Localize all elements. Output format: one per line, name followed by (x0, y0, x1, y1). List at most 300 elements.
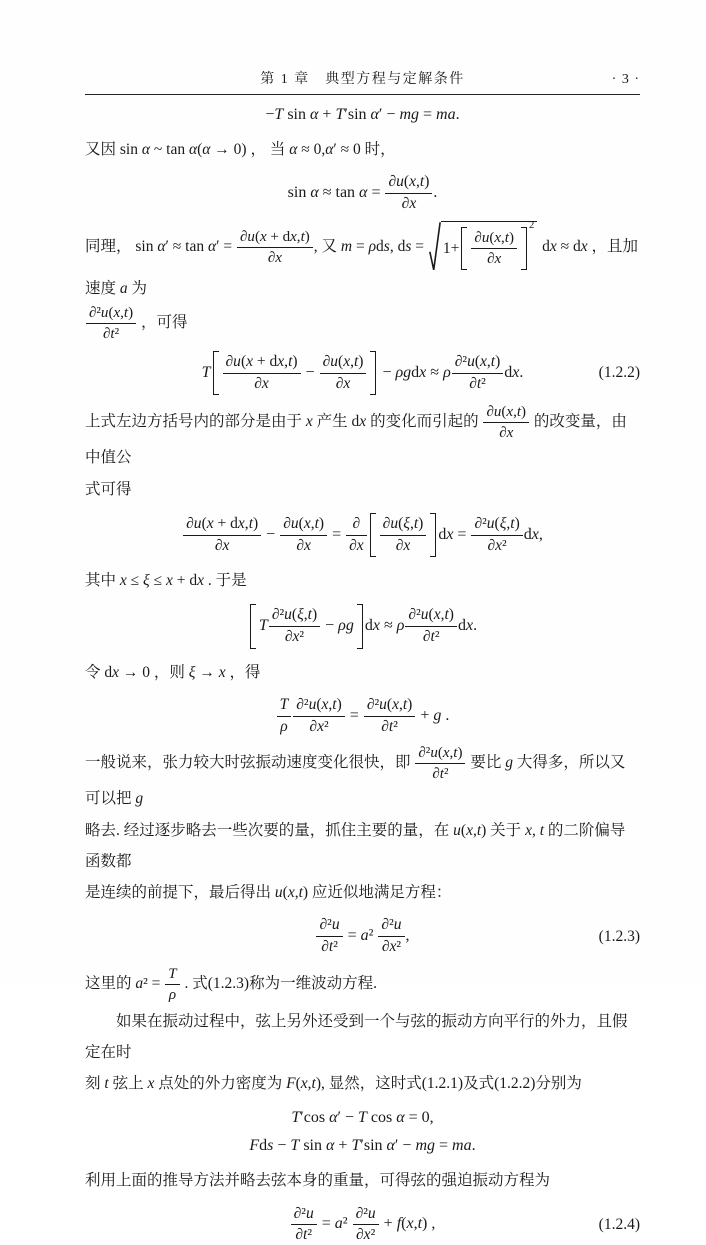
math-variable: x (480, 353, 487, 371)
superscript: 2 (528, 220, 535, 232)
math-variable: α (310, 106, 319, 123)
math-variable: u (481, 229, 490, 246)
math-variable: x (305, 413, 313, 431)
math-variable: ρ (280, 717, 288, 735)
math-variable: ρ (338, 617, 346, 635)
math-text: ∂²u (293, 1204, 314, 1222)
equation-body (248, 606, 478, 646)
math-variable: x (389, 938, 397, 956)
math-variable: x (409, 173, 416, 191)
math-variable: α (141, 140, 150, 158)
fraction-denominator (165, 984, 179, 1004)
math-variable: x (218, 663, 226, 681)
fraction-numerator (364, 696, 416, 716)
math-fraction (280, 515, 327, 555)
math-fraction (471, 515, 522, 555)
math-text: ∂²u(ξ,t) (271, 606, 318, 624)
math-variable: t (430, 628, 435, 646)
math-variable: ξ (188, 663, 196, 681)
math-variable: x (222, 536, 230, 554)
math-variable: s (383, 237, 390, 255)
fraction-denominator (452, 373, 504, 394)
math-variable: u (390, 514, 399, 532)
math-variable: u (305, 1204, 314, 1222)
left-bracket (213, 351, 219, 395)
math-variable: t (413, 514, 419, 532)
math-variable: u (420, 606, 429, 624)
math-bracket-group (250, 604, 363, 648)
math-variable: t (328, 938, 334, 956)
math-text: − ρgdx ≈ ρ (378, 363, 451, 381)
math-variable: x (112, 663, 120, 681)
math-variable: t (303, 1226, 308, 1244)
math-variable: x (277, 353, 285, 371)
math-variable: T (279, 696, 289, 713)
math-variable: t (388, 717, 394, 735)
fraction-numerator (483, 403, 529, 422)
fraction-denominator (320, 373, 367, 394)
right-bracket (370, 351, 376, 395)
left-bracket (250, 604, 256, 648)
paragraph (85, 1165, 640, 1196)
math-variable: x (246, 353, 253, 371)
math-variable: m (452, 1137, 464, 1155)
page-content (85, 105, 640, 1245)
math-variable: T (351, 1137, 361, 1155)
paragraph-text (85, 965, 377, 1003)
equation-body (290, 1204, 436, 1244)
math-fraction (471, 229, 517, 268)
math-text: dx ≈ ρ (364, 617, 405, 635)
math-text: ∂u(x,t) (486, 404, 527, 421)
fraction-denominator (316, 936, 342, 957)
fraction-denominator (405, 626, 457, 647)
fraction-denominator (277, 716, 292, 737)
math-variable: x (343, 353, 351, 371)
math-variable: α (370, 106, 379, 123)
math-text: ∂²u (381, 916, 402, 934)
math-variable: x (372, 617, 380, 635)
math-variable: α (289, 140, 298, 158)
math-variable: u (379, 696, 387, 713)
math-variable: T (274, 106, 284, 123)
bracket-content (221, 351, 369, 395)
math-variable: t (490, 353, 496, 371)
math-variable: g (427, 1137, 436, 1155)
math-variable: x (359, 413, 367, 431)
fraction-denominator (269, 626, 320, 647)
fraction-numerator (385, 173, 432, 193)
math-fraction (385, 173, 432, 213)
math-text: 一般说来，张力较大时弦振动速度变化很快，即 (85, 754, 415, 772)
math-text: sin α ≈ tan α = (287, 183, 385, 201)
math-text: 这里的 a² = (85, 974, 165, 992)
math-variable: ξ (499, 514, 507, 532)
paragraph-text (85, 141, 396, 158)
math-text: ∂x² (356, 1226, 376, 1244)
math-variable: t (104, 1075, 109, 1093)
math-variable: t (504, 229, 509, 246)
math-variable: x (292, 628, 300, 646)
paragraph (85, 134, 640, 165)
math-fraction (223, 353, 301, 393)
math-fraction (415, 744, 465, 783)
math-variable: u (233, 353, 241, 371)
math-fraction (277, 696, 292, 736)
math-text: ∂x (214, 536, 230, 554)
equation-body (291, 1109, 433, 1126)
math-text: ∂t² (295, 1226, 312, 1244)
math-variable: x (446, 525, 454, 543)
math-text: ∂u(x,t) (388, 173, 430, 191)
math-variable: x (237, 514, 245, 532)
math-variable: ρ (168, 986, 177, 1003)
fraction-denominator (86, 323, 136, 343)
math-fraction (378, 916, 404, 956)
math-variable: x (409, 194, 417, 212)
fraction-denominator (183, 535, 261, 556)
math-variable: T (290, 1137, 300, 1155)
math-variable: t (110, 326, 115, 343)
math-text (202, 364, 211, 381)
math-variable: g (345, 617, 354, 635)
right-bracket (357, 604, 363, 648)
paragraph (85, 221, 640, 343)
fraction-numerator (237, 228, 313, 247)
fraction-denominator (483, 422, 529, 442)
math-text: ∂²u(x,t) (408, 606, 454, 624)
math-bracket-group (461, 227, 527, 270)
math-text: + g . (416, 706, 450, 724)
math-text: 刻 t 弦上 x 点处的外力密度为 F(x,t), 显然，这时式(1.2.1)及式(1.2.2)分别为 (85, 1075, 582, 1093)
math-text: ∂²u (319, 916, 340, 934)
math-text: ∂²u (355, 1204, 376, 1222)
paragraph-text (85, 664, 260, 681)
math-text: ∂x² (381, 938, 402, 956)
right-bracket (430, 513, 436, 557)
math-variable: u (330, 353, 339, 371)
page-header (85, 70, 640, 90)
math-text: − (262, 525, 280, 543)
math-text: ∂x (296, 536, 311, 554)
fraction-numerator (277, 696, 292, 716)
math-text: = a² (317, 1215, 352, 1233)
math-text: ∂²u(x,t) (89, 305, 134, 322)
math-variable: α (329, 1108, 338, 1126)
math-variable: x (392, 696, 399, 713)
math-variable: T (291, 1108, 301, 1126)
fraction-numerator (415, 744, 465, 763)
math-variable: u (493, 404, 502, 421)
math-text: . (433, 183, 438, 201)
display-equation (85, 351, 640, 395)
math-text: ∂x (487, 251, 502, 268)
page-number: · 3 · (611, 72, 640, 87)
math-variable: x (506, 425, 514, 442)
math-variable: x (433, 606, 441, 624)
equation-number: (1.2.3) (598, 927, 640, 945)
math-variable: u (467, 353, 475, 371)
fraction-numerator (346, 515, 367, 535)
paragraph-text (85, 572, 247, 589)
math-variable: α (386, 1137, 395, 1155)
math-variable: u (193, 514, 202, 532)
math-variable: t (453, 745, 458, 762)
math-variable: x (303, 514, 311, 532)
math-variable: m (415, 1137, 428, 1155)
math-variable: x (442, 745, 450, 762)
math-fraction (405, 606, 457, 646)
math-variable: t (248, 514, 253, 532)
math-variable: t (311, 1075, 316, 1093)
math-text: = (345, 706, 363, 724)
fraction-denominator (364, 716, 416, 737)
math-text: ∂ (352, 514, 361, 532)
math-variable: g (403, 363, 412, 381)
math-fraction (380, 515, 427, 555)
fraction-numerator (378, 916, 404, 936)
math-variable: t (417, 1215, 423, 1233)
math-variable: a (447, 106, 456, 123)
math-text: 利用上面的推导方法并略去弦本身的重量，可得弦的强迫振动方程为 (85, 1172, 551, 1190)
math-variable: x (275, 249, 282, 266)
math-variable: x (506, 404, 514, 421)
math-variable: t (332, 696, 337, 713)
math-variable: ρ (368, 237, 377, 255)
math-variable: x (259, 228, 267, 245)
math-variable: x (113, 305, 121, 322)
math-variable: t (353, 353, 359, 371)
math-fraction (165, 965, 179, 1004)
math-text: ∂²u(x,t) (418, 745, 463, 762)
math-variable: x (495, 536, 503, 554)
math-text (280, 696, 289, 713)
math-variable: t (307, 606, 312, 624)
math-variable: u (100, 305, 109, 322)
paragraph (85, 403, 640, 505)
math-variable: x (321, 696, 329, 713)
running-head-chapter-title: 第 1 章 典型方程与定解条件 (260, 72, 465, 87)
fraction-numerator (183, 515, 261, 535)
math-bracket-group (213, 351, 377, 395)
math-text: ∂x² (284, 628, 305, 646)
math-variable: m (436, 106, 448, 123)
math-variable: u (486, 514, 495, 532)
paragraph-text (85, 1013, 628, 1093)
math-variable: a (135, 974, 144, 992)
fraction-numerator (165, 965, 179, 984)
math-variable: ξ (403, 514, 410, 532)
math-text: Fds − T sin α + T′sin α′ − mg = ma. (249, 1137, 476, 1155)
math-text: + f(x,t) , (379, 1215, 436, 1233)
paragraph-text (85, 1172, 550, 1189)
math-text: ∂²u(ξ,t) (474, 514, 520, 532)
math-variable: u (284, 606, 292, 624)
math-variable: u (331, 916, 340, 934)
math-fraction (483, 403, 529, 442)
math-variable: α (359, 183, 368, 201)
math-text: ∂t² (381, 717, 398, 735)
math-variable: T (201, 363, 211, 381)
math-text: ∂²u(x,t) (366, 696, 413, 713)
math-variable: t (123, 305, 129, 322)
math-variable: u (396, 173, 404, 191)
math-variable: x (494, 251, 502, 268)
equation-number: (1.2.2) (598, 364, 640, 382)
math-text: ∂x (267, 249, 282, 266)
math-variable: t (539, 821, 545, 839)
math-variable: ξ (297, 606, 304, 624)
display-equation (85, 513, 640, 557)
math-variable: t (439, 766, 444, 783)
math-variable: u (367, 1204, 376, 1222)
math-fraction (237, 228, 313, 267)
math-variable: x (406, 1215, 414, 1233)
math-variable: u (308, 696, 317, 713)
math-text: ∂u(ξ,t) (382, 514, 424, 532)
math-variable: α (326, 1137, 335, 1155)
math-variable: α (188, 140, 198, 158)
math-variable: g (135, 790, 144, 808)
math-text: dx. (457, 617, 478, 635)
math-variable: x (197, 572, 204, 590)
math-variable: α (202, 140, 211, 158)
math-text: dx. (504, 363, 524, 381)
fraction-numerator (316, 916, 342, 936)
math-variable: t (444, 606, 449, 624)
fraction-numerator (86, 304, 136, 323)
equation-number: (1.2.4) (598, 1215, 640, 1233)
math-text: ∂x (335, 374, 351, 392)
paragraph (85, 565, 640, 596)
fraction-numerator (293, 696, 345, 716)
math-fraction (183, 515, 261, 555)
math-variable: t (419, 173, 425, 191)
fraction-denominator (346, 535, 367, 556)
fraction-denominator (223, 373, 301, 394)
math-fraction (86, 304, 136, 343)
math-variable: x (261, 374, 269, 392)
fraction-denominator (471, 535, 522, 556)
math-variable: T (168, 965, 177, 982)
math-variable: x (356, 536, 364, 554)
math-variable: α (310, 183, 319, 201)
math-variable: x (290, 228, 297, 245)
math-text: ∂²u(x,t) (454, 353, 501, 371)
math-text: − (301, 363, 319, 381)
math-variable: g (411, 106, 420, 123)
math-text: 其中 x ≤ ξ ≤ x + dx . 于是 (85, 572, 247, 590)
math-variable: u (247, 228, 255, 245)
math-text: ∂u(x + dx,t) (186, 514, 259, 532)
fraction-denominator (353, 1224, 379, 1245)
math-variable: x (403, 536, 411, 554)
math-text: ∂t² (102, 326, 120, 343)
bracket-content (469, 227, 519, 270)
math-text: 略去. 经过逐步略去一些次要的量，抓住主要的量，在 u(x,t) 关于 x, t 的二阶偏导函数都 (85, 821, 626, 870)
math-text: = a² (343, 927, 378, 945)
math-text: dx ≈ dx ，且加速度 a 为 (85, 237, 639, 297)
math-variable: α (207, 237, 217, 255)
fraction-denominator (291, 1224, 317, 1245)
math-variable: g (505, 754, 513, 772)
math-variable: a (360, 927, 369, 945)
fraction-denominator (380, 535, 427, 556)
math-fraction (346, 515, 367, 555)
fraction-numerator (280, 515, 327, 535)
math-fraction (291, 1205, 317, 1245)
math-variable: x (549, 237, 557, 255)
math-variable: T (335, 106, 345, 123)
math-text: ∂x (349, 536, 364, 554)
display-equation (85, 173, 640, 213)
math-variable: x (119, 572, 127, 590)
math-variable: ρ (443, 363, 451, 381)
math-text: 的改变量，由中值公 (85, 413, 627, 467)
math-variable: x (419, 363, 427, 381)
fraction-denominator (293, 716, 345, 737)
math-variable: α (325, 140, 334, 158)
paragraph (85, 1006, 640, 1100)
math-text: dx = (438, 525, 471, 543)
fraction-numerator (380, 515, 427, 535)
math-text: ∂u(x + dx,t) (240, 228, 310, 245)
math-variable: x (525, 821, 532, 839)
math-text: 如果在振动过程中，弦上另外还受到一个与弦的振动方向平行的外力，且假定在时 (85, 1012, 628, 1062)
math-variable: x (206, 514, 214, 532)
math-variable: x (465, 617, 474, 635)
math-variable: x (363, 1226, 371, 1244)
math-variable: t (300, 228, 305, 245)
math-text (168, 966, 176, 982)
math-variable: g (433, 706, 442, 724)
math-variable: x (512, 363, 520, 381)
math-variable: a (463, 1137, 472, 1155)
math-text: −T sin α + T′sin α′ − mg = ma. (265, 106, 460, 123)
math-variable: s (267, 1137, 274, 1155)
math-variable: F (286, 1075, 296, 1093)
math-text: . 式(1.2.3)称为一维波动方程. (180, 974, 377, 992)
fraction-numerator (320, 353, 367, 373)
math-fraction (320, 353, 367, 393)
math-variable: ξ (143, 572, 150, 590)
math-text: ∂x² (309, 717, 329, 735)
math-text: 又因 sin α ~ tan α(α → 0) ， 当 α ≈ 0,α′ ≈ 0 时， (85, 140, 396, 158)
display-equation (85, 105, 640, 126)
paragraph-text (85, 745, 626, 902)
math-variable: u (453, 821, 461, 839)
math-text: ∂x (401, 194, 417, 212)
math-text: ∂t² (432, 766, 449, 783)
display-equation (85, 1205, 640, 1245)
math-text: ∂x (499, 425, 514, 442)
equation-body (182, 514, 543, 554)
math-text (259, 616, 268, 637)
display-equation (85, 1108, 640, 1129)
math-text: ∂t² (321, 938, 338, 956)
equation-body (201, 353, 524, 392)
math-variable: m (399, 106, 412, 123)
paragraph (85, 744, 640, 908)
math-variable: x (300, 1075, 308, 1093)
math-text: 要比 g 大得多，所以又可以把 g (85, 754, 626, 808)
left-bracket (370, 513, 376, 557)
math-text: ∂x² (487, 536, 507, 554)
equation-body (315, 916, 410, 956)
math-text: ∂t² (469, 374, 486, 392)
math-text: 式可得 (85, 480, 132, 498)
math-text: , (405, 927, 410, 945)
